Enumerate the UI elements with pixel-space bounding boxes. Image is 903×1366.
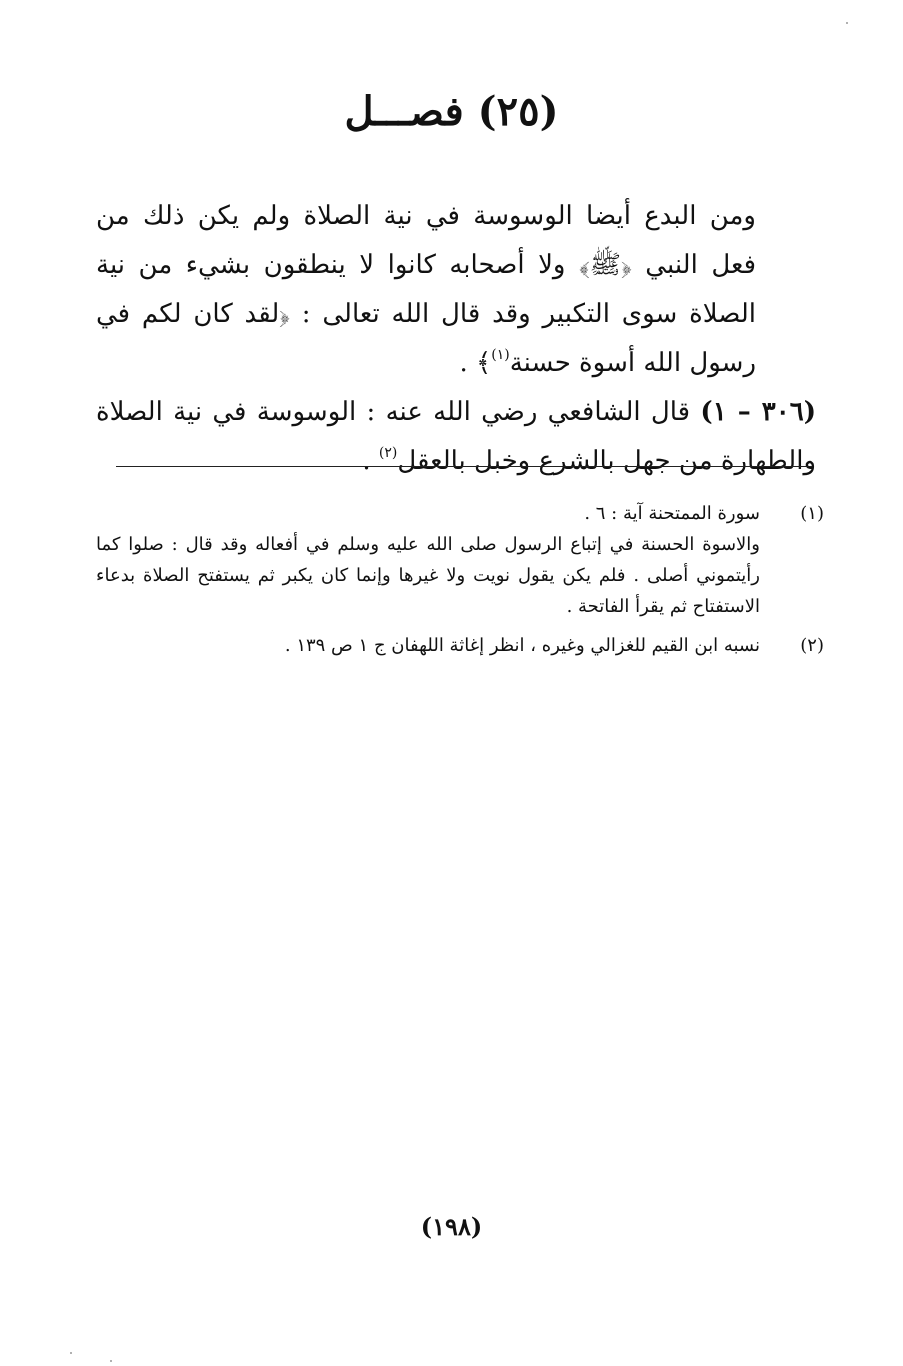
paragraph-2-ending: . xyxy=(362,446,379,476)
footnote-2-body xyxy=(96,630,760,661)
paragraph-2-text: قال الشافعي رضي الله عنه : الوسوسة في نية الصلاة والطهارة من جهل بالشرع وخبل بالعقل xyxy=(96,397,816,476)
footnote-1-number: (١) xyxy=(800,503,824,524)
footnote-2-line-1: نسبه ابن القيم للغزالي وغيره ، انظر إغاثة اللهفان ج ١ ص ١٣٩ . xyxy=(284,635,760,656)
paragraph-1-text: ومن البدع أيضا الوسوسة في نية الصلاة ولم يكن ذلك من فعل النبي ﴿ﷺ﴾ ولا أصحابه كانوا لا ينطقون بشيء من نية الصلاة سوى التكبير وقد قال الله تعالى : ﴿لقد كان لكم في رسول الله أسوة حسنة xyxy=(96,201,756,378)
scan-speck xyxy=(110,1360,112,1362)
footnote-1-line-1: سورة الممتحنة آية : ٦ . xyxy=(584,503,760,524)
scan-speck xyxy=(70,1352,72,1354)
footnote-1-line-2: والاسوة الحسنة في إتباع الرسول صلى الله عليه وسلم في أفعاله وقد قال : صلوا كما رأيتموني أصلى . فلم يكن يقول نويت ولا غيرها وإنما كان يكبر ثم يستفتح الصلاة بدعاء الاستفتاح ثم يقرأ الفاتحة . xyxy=(96,534,760,617)
footnote-1 xyxy=(96,498,824,622)
footnote-ref-2[interactable]: (٢) xyxy=(378,445,398,461)
footnote-1-body xyxy=(96,498,760,622)
scan-speck xyxy=(846,22,848,24)
footnote-2 xyxy=(96,630,824,661)
paragraph-1 xyxy=(96,192,816,388)
paragraph-1-ending: ﴾ . xyxy=(459,348,492,378)
footnotes xyxy=(96,498,824,669)
footnote-2-number: (٢) xyxy=(800,635,824,656)
hadith-number: (٣٠٦ – ١) xyxy=(700,397,817,427)
page-number: (١٩٨) xyxy=(420,1212,483,1241)
paragraph-2 xyxy=(96,388,816,486)
footnote-ref-1[interactable]: (١) xyxy=(491,347,510,363)
footnote-separator xyxy=(116,466,812,467)
chapter-title: (٢٥) فصـــل xyxy=(344,88,559,135)
main-text xyxy=(96,192,816,486)
